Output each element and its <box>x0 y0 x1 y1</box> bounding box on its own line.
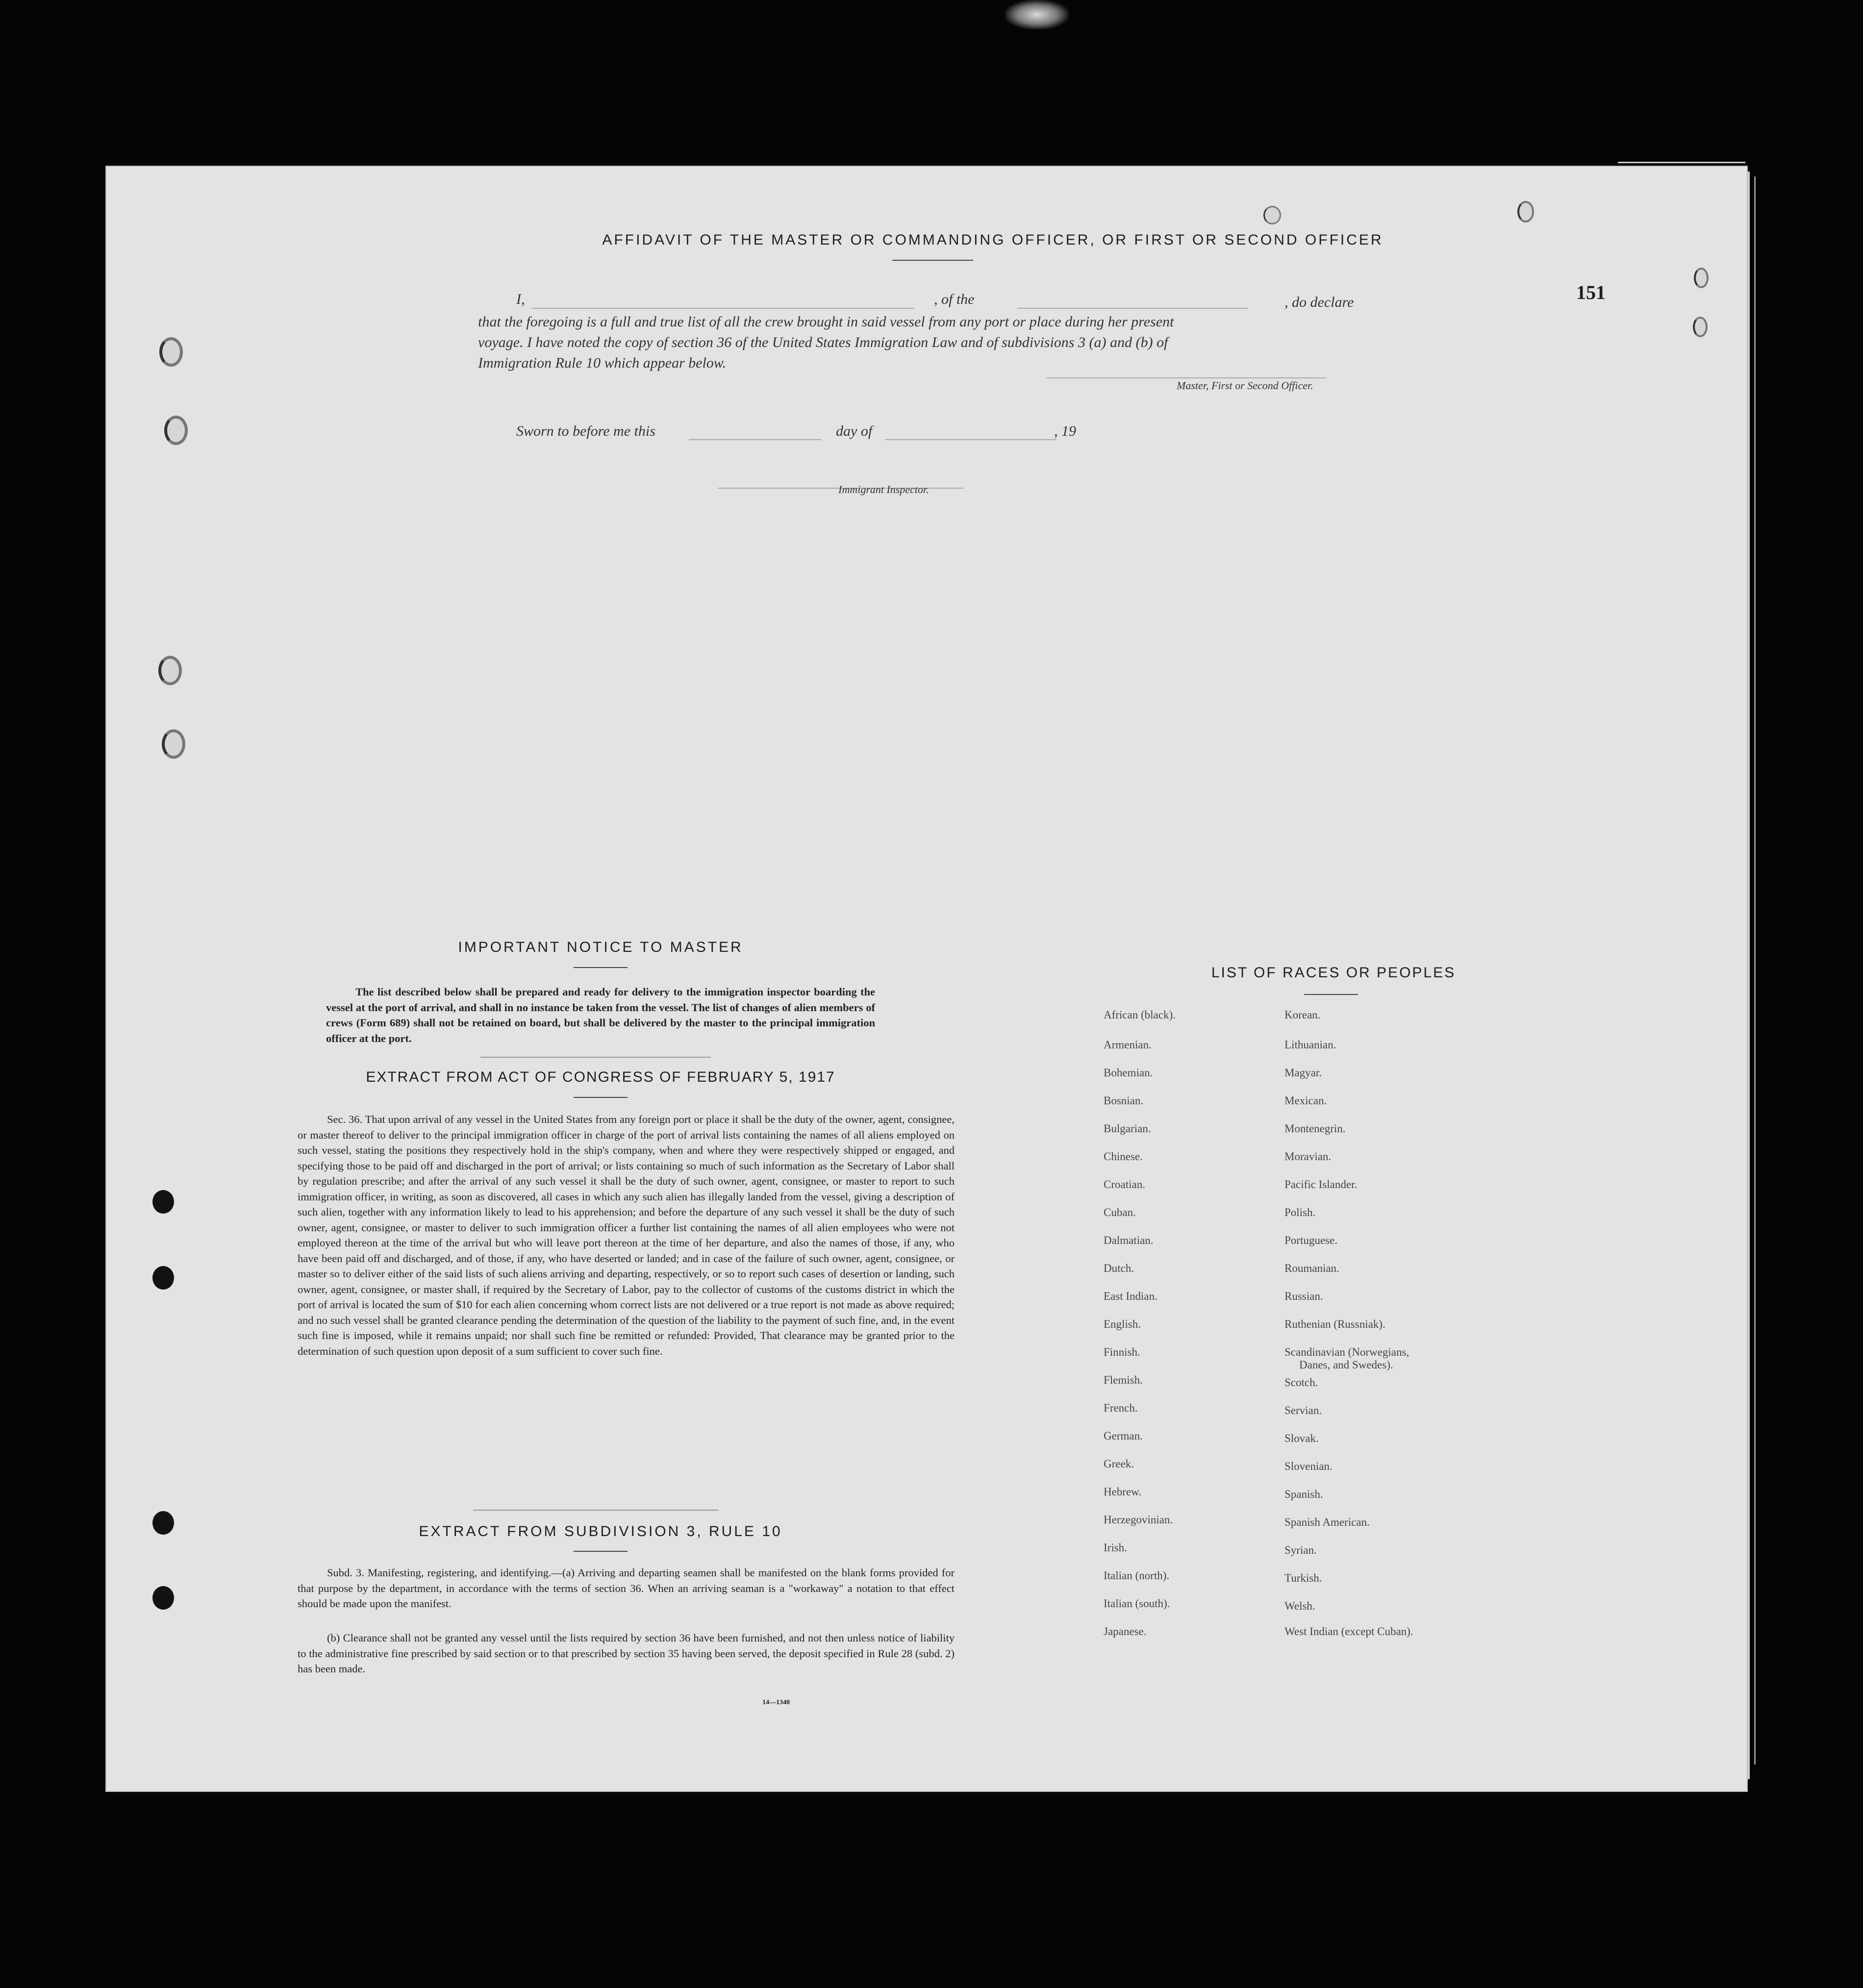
race-item: French. <box>1104 1402 1138 1414</box>
punch-hole <box>1693 317 1708 337</box>
affidavit-line-2: voyage. I have noted the copy of section 36 of the United States Immigration Law and of subdivisions 3 (a) and (b) of <box>478 334 1168 350</box>
sworn-day-fill-line[interactable] <box>689 439 821 440</box>
page-edge-right <box>1748 172 1750 1779</box>
races-title: LIST OF RACES OR PEOPLES <box>1211 965 1456 981</box>
form-code: 14—1340 <box>762 1699 790 1706</box>
punch-hole <box>152 1511 174 1535</box>
race-item: Turkish. <box>1284 1572 1322 1584</box>
punch-hole <box>152 1586 174 1610</box>
affidavit-title: AFFIDAVIT OF THE MASTER OR COMMANDING OFFICER, OR FIRST OR SECOND OFFICER <box>602 232 1384 248</box>
race-item: Flemish. <box>1104 1374 1143 1386</box>
notice-text: The list described below shall be prepared and ready for delivery to the immigration inspector boarding the vessel at the port of arrival, and shall in no instance be taken from the vessel. The list of changes of alien members of crews (Form 689) shall not be retained on board, but shall be delivered by the master to the principal immigration officer at the port. <box>326 986 875 1044</box>
race-item: Cuban. <box>1104 1206 1136 1218</box>
extract-rule-rule <box>574 1551 628 1552</box>
sworn-day-of: day of <box>836 423 873 439</box>
race-item: Pacific Islander. <box>1284 1178 1358 1191</box>
sworn-label: Sworn to before me this <box>516 423 655 439</box>
race-item: Ruthenian (Russniak). <box>1284 1318 1385 1330</box>
race-item: Finnish. <box>1104 1346 1140 1358</box>
race-item: East Indian. <box>1104 1290 1158 1302</box>
race-item: Greek. <box>1104 1458 1134 1470</box>
extract-act-rule <box>574 1097 628 1098</box>
race-item: Irish. <box>1104 1541 1127 1554</box>
race-item: Croatian. <box>1104 1178 1145 1191</box>
punch-hole <box>152 1266 174 1290</box>
scan-glare <box>1005 0 1069 29</box>
race-item: Chinese. <box>1104 1150 1143 1163</box>
race-item: Spanish American. <box>1284 1516 1370 1528</box>
name-fill-line[interactable] <box>532 308 914 309</box>
page-edge-far-right <box>1754 176 1756 1764</box>
vessel-fill-line[interactable] <box>1017 308 1248 309</box>
races-title-rule <box>1304 994 1358 995</box>
race-item: Korean. <box>1284 1009 1321 1021</box>
signature-fill-line[interactable] <box>1047 377 1326 378</box>
race-item: Russian. <box>1284 1290 1323 1302</box>
race-item: Scotch. <box>1284 1376 1318 1389</box>
page-number: 151 <box>1576 281 1606 303</box>
race-item: Mexican. <box>1284 1094 1327 1107</box>
notice-title-rule <box>574 967 628 968</box>
punch-hole <box>158 656 182 685</box>
race-item: West Indian (except Cuban). <box>1284 1625 1413 1638</box>
race-item: Japanese. <box>1104 1625 1147 1638</box>
race-item: Syrian. <box>1284 1544 1317 1556</box>
affidavit-of-the: , of the <box>934 291 975 307</box>
race-item: Welsh. <box>1284 1600 1315 1612</box>
affidavit-do-declare: , do declare <box>1284 294 1354 310</box>
punch-hole <box>162 729 185 759</box>
race-item-continuation: Danes, and Swedes). <box>1299 1359 1393 1371</box>
affidavit-title-rule <box>892 260 973 261</box>
affidavit-line-3: Immigration Rule 10 which appear below. <box>478 355 727 371</box>
signature-label: Master, First or Second Officer. <box>1177 379 1313 392</box>
extract-act-title: EXTRACT FROM ACT OF CONGRESS OF FEBRUARY 5, 1917 <box>366 1069 835 1085</box>
inspector-label: Immigrant Inspector. <box>838 483 929 496</box>
race-item: English. <box>1104 1318 1141 1330</box>
document-page <box>105 166 1748 1792</box>
sworn-month-fill-line[interactable] <box>885 439 1057 440</box>
sworn-year: , 19 <box>1054 423 1076 439</box>
race-item: Spanish. <box>1284 1488 1323 1500</box>
punch-hole <box>1263 206 1281 224</box>
race-item: Montenegrin. <box>1284 1122 1346 1135</box>
race-item: Herzegovinian. <box>1104 1514 1173 1526</box>
race-item: Bosnian. <box>1104 1094 1144 1107</box>
race-item: Italian (south). <box>1104 1597 1170 1610</box>
punch-hole <box>164 416 188 445</box>
punch-hole <box>152 1190 174 1214</box>
race-item: Dutch. <box>1104 1262 1134 1274</box>
race-item: Dalmatian. <box>1104 1234 1154 1246</box>
punch-hole <box>1694 268 1709 288</box>
race-item: Polish. <box>1284 1206 1316 1218</box>
race-item: Lithuanian. <box>1284 1039 1336 1051</box>
race-item: Italian (north). <box>1104 1569 1170 1582</box>
punch-hole <box>159 337 183 367</box>
race-item: Scandinavian (Norwegians, <box>1284 1346 1410 1358</box>
notice-title: IMPORTANT NOTICE TO MASTER <box>458 939 743 955</box>
race-item: Magyar. <box>1284 1067 1322 1079</box>
race-item: Hebrew. <box>1104 1486 1142 1498</box>
race-item: Portuguese. <box>1284 1234 1337 1246</box>
extract-rule-para-a: Subd. 3. Manifesting, registering, and identifying.—(a) Arriving and departing seamen shall be manifested on the blank forms provided for that purpose by the department, in accordance with the terms of section 36. When an arriving seaman is a "workaway" a notation to that effect should be made upon the manifest. <box>298 1566 955 1610</box>
extract-act-text: Sec. 36. That upon arrival of any vessel in the United States from any foreign port or place it shall be the duty of the owner, agent, consignee, or master thereof to deliver to the principal immigration officer in charge of the port of arrival lists containing the names of all aliens employed on such vessel, stating the positions they respectively hold in the ship's company, when and where they were respectively shipped or engaged, and specifying those to be paid off and discharged in the port of arrival; or lists containing so much of such information as the Secretary of Labor shall by regulation prescribe; and after the arrival of any such vessel it shall be the duty of such owner, agent, consignee, or master to report to such immigration officer, in writing, as soon as discovered, all cases in which any such alien has illegally landed from the vessel, giving a description of such alien, together with any information likely to lead to his apprehension; and before the departure of any such vessel it shall be the duty of such owner, agent, consignee, or master to deliver to such immigration officer a further list containing the names of all alien employees who were not employed thereon at the time of the arrival but who will leave port thereon at the time of her departure, and also the names of those, if any, who have been paid off and discharged, and of those, if any, who have deserted or landed; and in case of the failure of such owner, agent, consignee, or master so to deliver either of the said lists of such aliens arriving and departing, respectively, or so to report such cases of desertion or landing, such owner, agent, consignee, or master shall, if required by the Secretary of Labor, pay to the collector of customs of the customs district in which the port of arrival is located the sum of $10 for each alien concerning whom correct lists are not delivered or a true report is not made as above required; and no such vessel shall be granted clearance pending the determination of the question of the liability to the payment of such fine, and, in the event such fine is imposed, while it remains unpaid; nor shall such fine be remitted or refunded: Provided, That clearance may be granted prior to the determination of such question upon deposit of a sum sufficient to cover such fine. <box>298 1113 955 1357</box>
race-item: Moravian. <box>1284 1150 1332 1163</box>
notice-rule <box>480 1057 711 1058</box>
race-item: Slovak. <box>1284 1432 1319 1444</box>
punch-hole <box>1517 201 1534 223</box>
race-item: Servian. <box>1284 1404 1322 1416</box>
extract-rule-para-b: (b) Clearance shall not be granted any vessel until the lists required by section 36 have been furnished, and not then unless notice of liability to the administrative fine prescribed by said section or to that prescribed by section 35 having been served, the deposit specified in Rule 28 (subd. 2) has been made. <box>298 1632 955 1675</box>
page-edge-top <box>1618 162 1745 163</box>
race-item: Bulgarian. <box>1104 1122 1151 1135</box>
race-item: German. <box>1104 1430 1143 1442</box>
affidavit-i-label: I, <box>516 291 525 307</box>
extract-act-end-rule <box>473 1510 718 1511</box>
race-item: Bohemian. <box>1104 1067 1153 1079</box>
race-item: Roumanian. <box>1284 1262 1339 1274</box>
race-item: African (black). <box>1104 1009 1176 1021</box>
extract-rule-title: EXTRACT FROM SUBDIVISION 3, RULE 10 <box>419 1523 782 1540</box>
affidavit-line-1: that the foregoing is a full and true list of all the crew brought in said vessel from any port or place during her present <box>478 314 1174 330</box>
race-item: Slovenian. <box>1284 1460 1333 1472</box>
race-item: Armenian. <box>1104 1039 1152 1051</box>
